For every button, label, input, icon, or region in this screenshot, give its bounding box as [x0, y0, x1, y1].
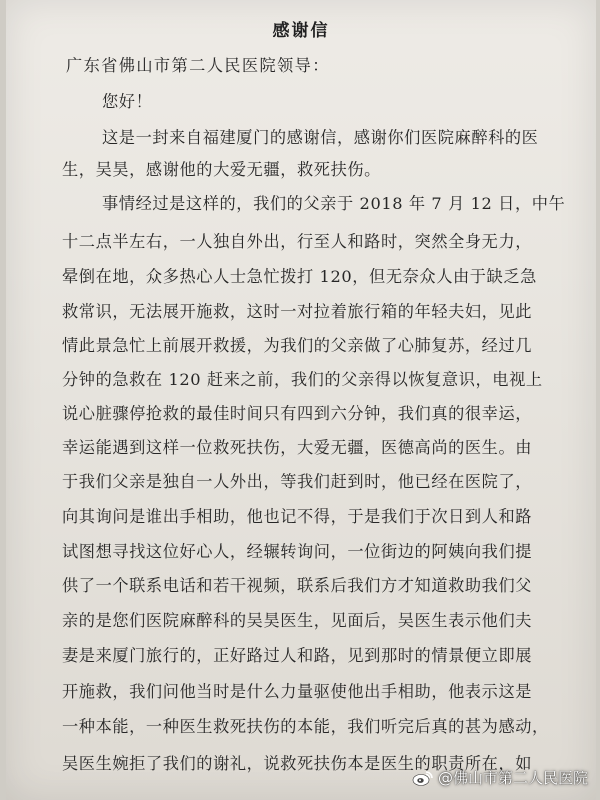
letter-line: 向其询问是谁出手相助，他也记不得，于是我们于次日到人和路: [62, 507, 533, 526]
letter-line: 一种本能，一种医生救死扶伤的本能，我们听完后真的甚为感动，: [62, 717, 549, 736]
letter-line: 这是一封来自福建厦门的感谢信，感谢你们医院麻醉科的医: [102, 128, 539, 147]
weibo-icon: [412, 769, 434, 787]
letter-line: 开施救，我们问他当时是什么力量驱使他出手相助，他表示这是: [62, 682, 533, 701]
letter-line: 于我们父亲是独自一人外出，等我们赶到时，他已经在医院了，: [62, 472, 533, 491]
letter-line: 吴医生婉拒了我们的谢礼，说救死扶伤本是医生的职责所在，如: [62, 754, 533, 773]
letter-line: 妻是来厦门旅行的，正好路过人和路，见到那时的情景便立即展: [62, 646, 533, 665]
weibo-watermark: [412, 767, 588, 788]
letter-line: 救常识，无法展开施救，这时一对拉着旅行箱的年轻夫妇，见此: [62, 302, 533, 321]
letter-line: 事情经过是这样的，我们的父亲于 2018 年 7 月 12 日，中午: [102, 194, 566, 213]
letter-paper: [6, 0, 596, 800]
letter-line: 生，吴昊，感谢他的大爱无疆，救死扶伤。: [62, 160, 381, 179]
watermark-text: @佛山市第二人民医院: [437, 769, 588, 787]
salutation-line: 广东省佛山市第二人民医院领导：: [66, 56, 330, 75]
letter-title: 感谢信: [272, 21, 330, 41]
letter-line: 供了一个联系电话和若干视频，联系后我们方才知道救助我们父: [62, 576, 533, 595]
letter-line: 情此景急忙上前展开救援，为我们的父亲做了心肺复苏，经过几: [62, 336, 533, 355]
letter-line: 说心脏骤停抢救的最佳时间只有四到六分钟，我们真的很幸运，: [62, 404, 533, 423]
letter-line: 十二点半左右，一人独自外出，行至人和路时，突然全身无力，: [62, 232, 533, 251]
letter-line: 幸运能遇到这样一位救死扶伤，大爱无疆，医德高尚的医生。由: [62, 438, 533, 457]
letter-line: 晕倒在地，众多热心人士急忙拨打 120，但无奈众人由于缺乏急: [62, 267, 537, 286]
greeting-line: 您好！: [102, 92, 153, 111]
letter-line: 亲的是您们医院麻醉科的吴昊医生，见面后，吴医生表示他们夫: [62, 611, 533, 630]
letter-line: 分钟的急救在 120 赶来之前，我们的父亲得以恢复意识，电视上: [62, 370, 543, 389]
letter-line: 试图想寻找这位好心人，经辗转询问，一位街边的阿姨向我们提: [62, 542, 533, 561]
